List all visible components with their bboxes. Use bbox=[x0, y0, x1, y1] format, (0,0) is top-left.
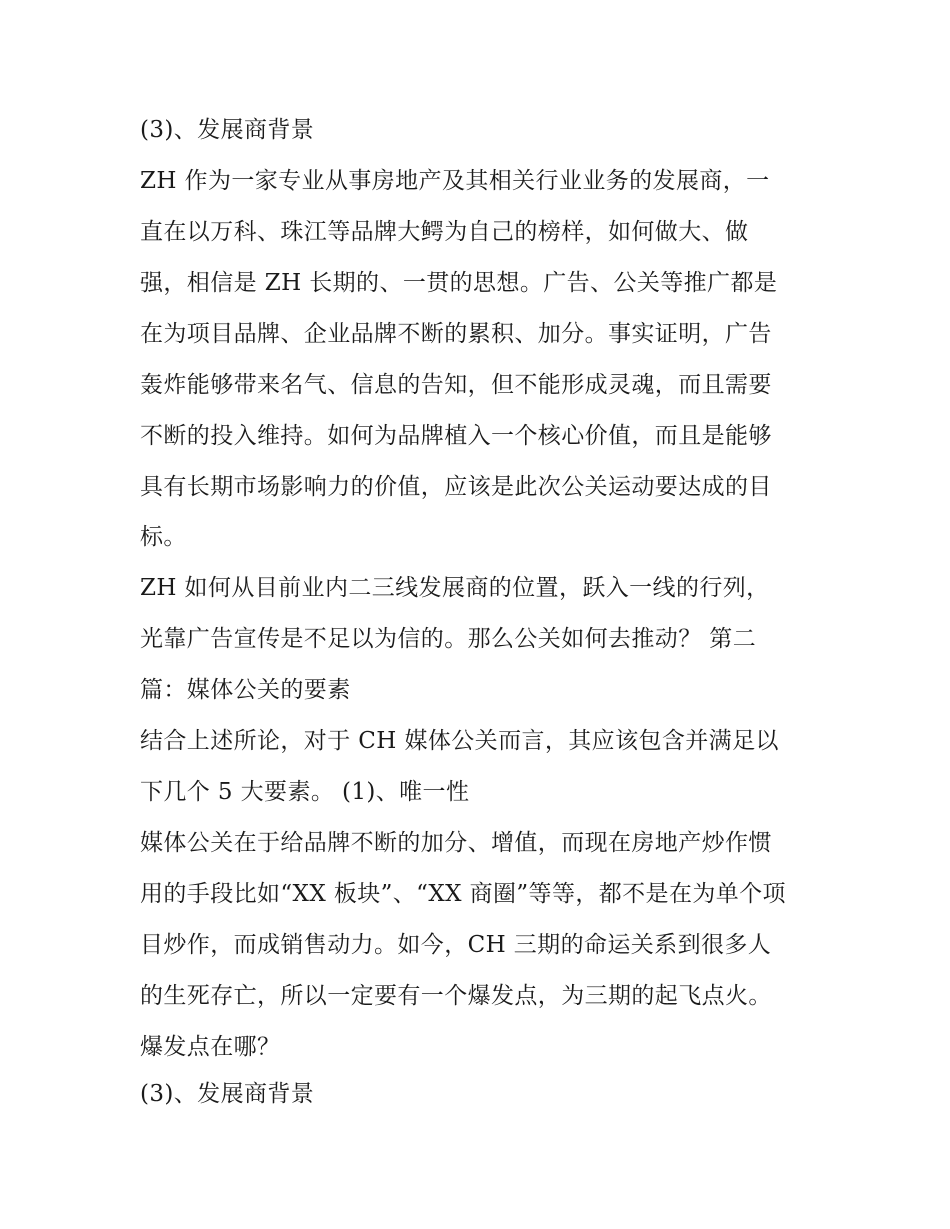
text-line: 光靠广告宣传是不足以为信的。那么公关如何去推动？ 第二 bbox=[140, 626, 757, 652]
text-line: ZH 作为一家专业从事房地产及其相关行业业务的发展商，一 bbox=[140, 168, 770, 194]
text-line: 直在以万科、珠江等品牌大鳄为自己的榜样，如何做大、做 bbox=[140, 219, 749, 245]
text-line: 标。 bbox=[140, 524, 187, 550]
text-line: 不断的投入维持。如何为品牌植入一个核心价值，而且是能够 bbox=[140, 423, 772, 449]
text-line: 的生死存亡，所以一定要有一个爆发点，为三期的起飞点火。 bbox=[140, 983, 772, 1009]
section-heading: (3)、发展商背景 bbox=[140, 117, 315, 143]
text-line: ZH 如何从目前业内二三线发展商的位置，跃入一线的行列， bbox=[140, 575, 770, 601]
text-line: 轰炸能够带来名气、信息的告知，但不能形成灵魂，而且需要 bbox=[140, 372, 772, 398]
text-line: 篇：媒体公关的要素 bbox=[140, 677, 351, 703]
section-heading: (3)、发展商背景 bbox=[140, 1081, 315, 1107]
text-line: 强，相信是 ZH 长期的、一贯的思想。广告、公关等推广都是 bbox=[140, 270, 778, 296]
text-line: 用的手段比如“XX 板块”、“XX 商圈”等等，都不是在为单个项 bbox=[140, 881, 786, 907]
text-line: 具有长期市场影响力的价值，应该是此次公关运动要达成的目 bbox=[140, 474, 772, 500]
text-line: 结合上述所论，对于 CH 媒体公关而言，其应该包含并满足以 bbox=[140, 728, 779, 754]
text-line: 媒体公关在于给品牌不断的加分、增值，而现在房地产炒作惯 bbox=[140, 830, 772, 856]
text-line: 目炒作，而成销售动力。如今，CH 三期的命运关系到很多人 bbox=[140, 932, 772, 958]
text-line: 在为项目品牌、企业品牌不断的累积、加分。事实证明，广告 bbox=[140, 321, 772, 347]
text-line: 爆发点在哪？ bbox=[140, 1034, 281, 1060]
text-line: 下几个 5 大要素。 (1)、唯一性 bbox=[140, 779, 470, 805]
